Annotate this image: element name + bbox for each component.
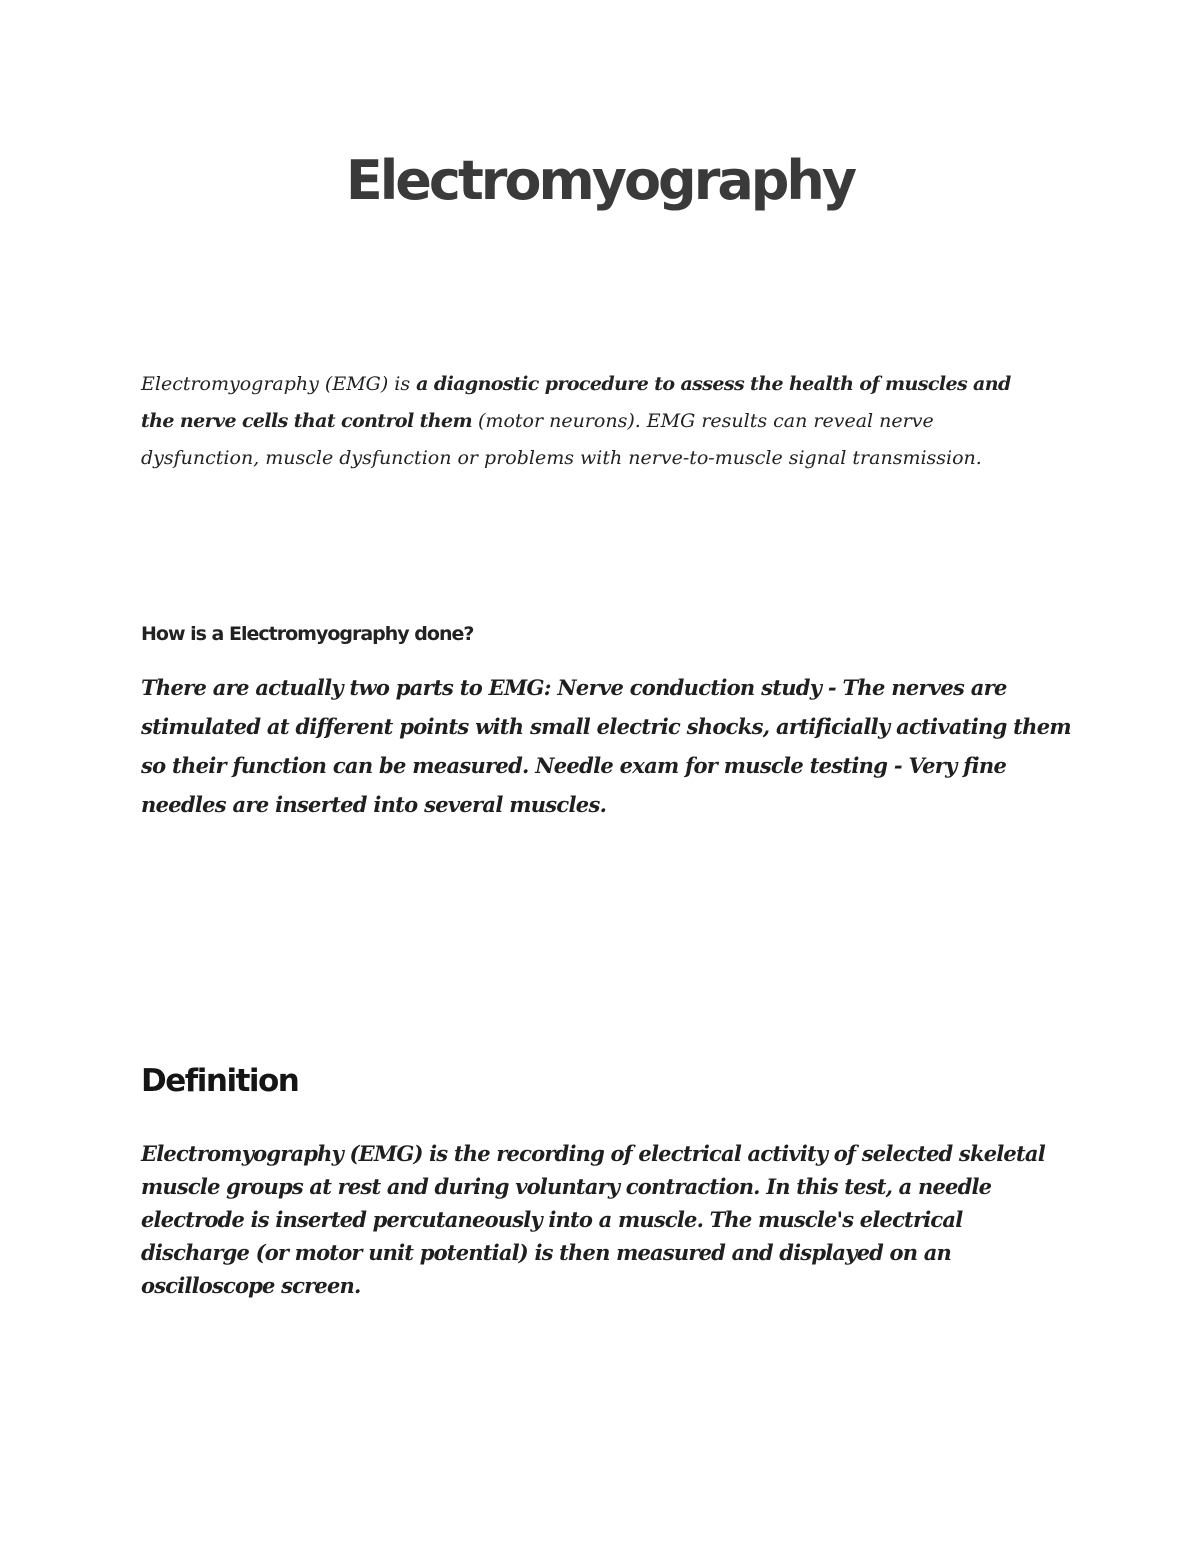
definition-heading: Definition — [141, 1063, 299, 1099]
intro-tail: (motor neurons). EMG results can reveal nerve dysfunction, muscle dysfunction or problems with nerve-to-muscle signal transmission. — [141, 410, 982, 469]
intro-paragraph — [141, 366, 1041, 477]
definition-paragraph: Electromyography (EMG) is the recording of electrical activity of selected skeletal muscle groups at rest and during voluntary contraction. In this test, a needle electrode is inserted percutaneously into a muscle. The muscle's electrical discharge (or motor unit potential) is then measured and displayed on an oscilloscope screen. — [141, 1141, 1045, 1298]
howto-heading: How is a Electromyography done? — [141, 623, 474, 645]
page-title: Electromyography — [345, 149, 855, 212]
howto-paragraph: There are actually two parts to EMG: Nerve conduction study - The nerves are stimulated at different points with small electric shocks, artificially activating them so their function can be measured. Needle exam for muscle testing - Very fine needles are inserted into several muscles. — [141, 675, 1071, 817]
intro-bold-text: a diagnostic procedure to assess the health of muscles and the nerve cells that control them — [141, 373, 1011, 432]
intro-lead: Electromyography (EMG) is — [141, 373, 417, 395]
